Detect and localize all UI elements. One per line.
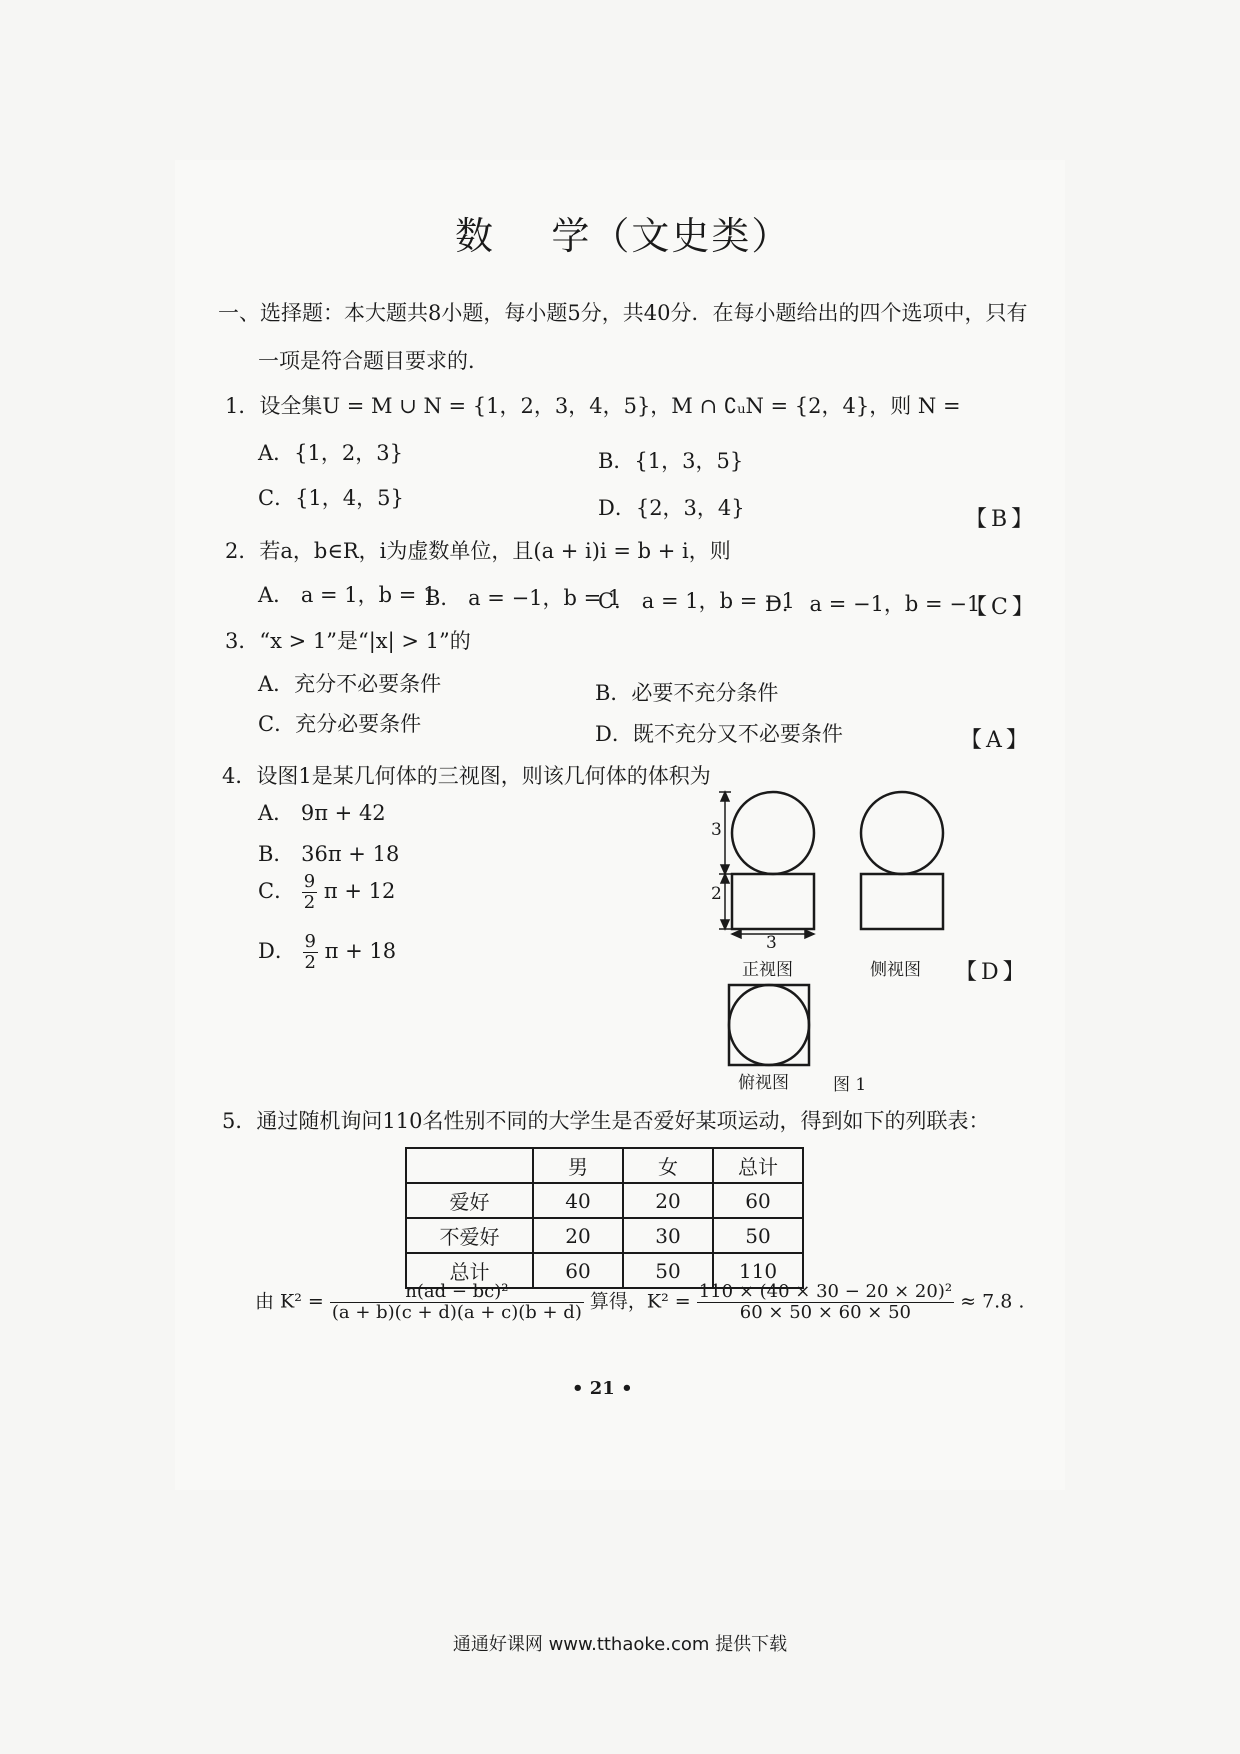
table-cell: 40: [533, 1183, 623, 1218]
q3-stem: 3．“x > 1”是“|x| > 1”的: [225, 629, 471, 653]
side-view-label: 侧视图: [870, 960, 921, 980]
q2-option-a: A． a = 1，b = 1: [258, 583, 437, 607]
q1-option-a: A．{1，2，3}: [258, 441, 403, 465]
q1-option-c: C．{1，4，5}: [258, 486, 404, 510]
q4-option-d: [258, 932, 396, 973]
table-cell: 110: [713, 1253, 803, 1288]
page-title: 数 学（文史类）: [455, 214, 792, 258]
fraction-nine-halves: [302, 872, 317, 913]
dim-label-top-height: 3: [711, 820, 722, 840]
q4-option-d-label: D．: [258, 939, 296, 963]
q4-option-c: [258, 872, 395, 913]
table-header-cell: 女: [623, 1148, 713, 1183]
table-header-row: [406, 1148, 803, 1183]
contingency-table: [405, 1147, 804, 1289]
front-view-label: 正视图: [742, 960, 793, 980]
table-row: [406, 1183, 803, 1218]
fraction-denominator: 2: [304, 952, 316, 973]
table-cell: 30: [623, 1218, 713, 1253]
dim-label-width: 3: [766, 933, 777, 953]
formula-prefix: 由 K² =: [255, 1290, 324, 1313]
section-instructions-line2: 一项是符合题目要求的．: [258, 349, 489, 373]
fraction-nine-halves: [303, 932, 318, 973]
table-header-cell: 男: [533, 1148, 623, 1183]
q1-stem: 1．设全集U = M ∪ N = {1，2，3，4，5}，M ∩ ∁ᵤN = {2，4}，则 N =: [225, 394, 961, 418]
q4-answer: 【D】: [955, 960, 1029, 985]
q2-stem: 2．若a，b∈R，i为虚数单位，且(a + i)i = b + i，则: [225, 539, 731, 563]
table-header-cell: 总计: [713, 1148, 803, 1183]
q5-stem: 5．通过随机询问110名性别不同的大学生是否爱好某项运动，得到如下的列联表：: [222, 1109, 990, 1133]
formula-mid-text: 算得，K² =: [589, 1290, 691, 1313]
q4-option-d-rest: π + 18: [324, 939, 397, 963]
q4-option-c-label: C．: [258, 879, 296, 903]
table-cell: 20: [623, 1183, 713, 1218]
formula-denominator: (a + b)(c + d)(a + c)(b + d): [331, 1302, 582, 1323]
q1-answer: 【B】: [965, 507, 1038, 532]
table-cell: 50: [713, 1218, 803, 1253]
q2-answer: 【C】: [965, 595, 1038, 620]
table-cell: 50: [623, 1253, 713, 1288]
k-squared-formula: [255, 1282, 1024, 1323]
fraction-numerator: 9: [304, 931, 316, 952]
calculation-result: ≈ 7.8 .: [960, 1290, 1025, 1313]
formula-numerator: n(ad − bc)²: [330, 1282, 584, 1303]
q3-option-c: C．充分必要条件: [258, 712, 422, 736]
table-cell: 总计: [406, 1253, 533, 1288]
q4-option-c-rest: π + 12: [323, 879, 396, 903]
q3-option-a: A．充分不必要条件: [258, 672, 442, 696]
table-cell: 不爱好: [406, 1218, 533, 1253]
footer-credit: 通通好课网 www.tthaoke.com 提供下载: [452, 1634, 788, 1655]
table-cell: 20: [533, 1218, 623, 1253]
page-number: • 21 •: [572, 1378, 633, 1399]
table-cell: 60: [713, 1183, 803, 1218]
table-row: [406, 1218, 803, 1253]
figure-caption: 图 1: [833, 1075, 867, 1095]
q3-answer: 【A】: [960, 728, 1032, 753]
formula-fraction: [330, 1282, 584, 1323]
q3-option-d: D．既不充分又不必要条件: [595, 722, 843, 746]
q2-option-c: C． a = 1，b = −1: [598, 589, 795, 613]
section-instructions-line1: 一、选择题：本大题共8小题，每小题5分，共40分．在每小题给出的四个选项中，只有: [218, 301, 1028, 325]
q4-option-a: A． 9π + 42: [258, 801, 386, 825]
q4-stem: 4．设图1是某几何体的三视图，则该几何体的体积为: [222, 764, 711, 788]
fraction-numerator: 9: [303, 871, 316, 892]
top-view-label: 俯视图: [738, 1073, 789, 1093]
q2-option-d: D． a = −1，b = −1: [765, 592, 981, 616]
q2-option-b: B． a = −1，b = 1: [425, 586, 622, 610]
fraction-denominator: 2: [303, 892, 316, 913]
calculation-numerator: 110 × (40 × 30 − 20 × 20)²: [698, 1281, 953, 1302]
table-cell: 60: [533, 1253, 623, 1288]
q1-option-b: B．{1，3，5}: [598, 449, 744, 473]
q4-option-b: B． 36π + 18: [258, 842, 400, 866]
table-cell: 爱好: [406, 1183, 533, 1218]
table-header-cell: [406, 1148, 533, 1183]
dim-label-bottom-height: 2: [711, 884, 722, 904]
calculation-fraction: [697, 1282, 954, 1323]
q1-option-d: D．{2，3，4}: [598, 496, 745, 520]
calculation-denominator: 60 × 50 × 60 × 50: [739, 1302, 911, 1323]
q3-option-b: B．必要不充分条件: [595, 681, 779, 705]
